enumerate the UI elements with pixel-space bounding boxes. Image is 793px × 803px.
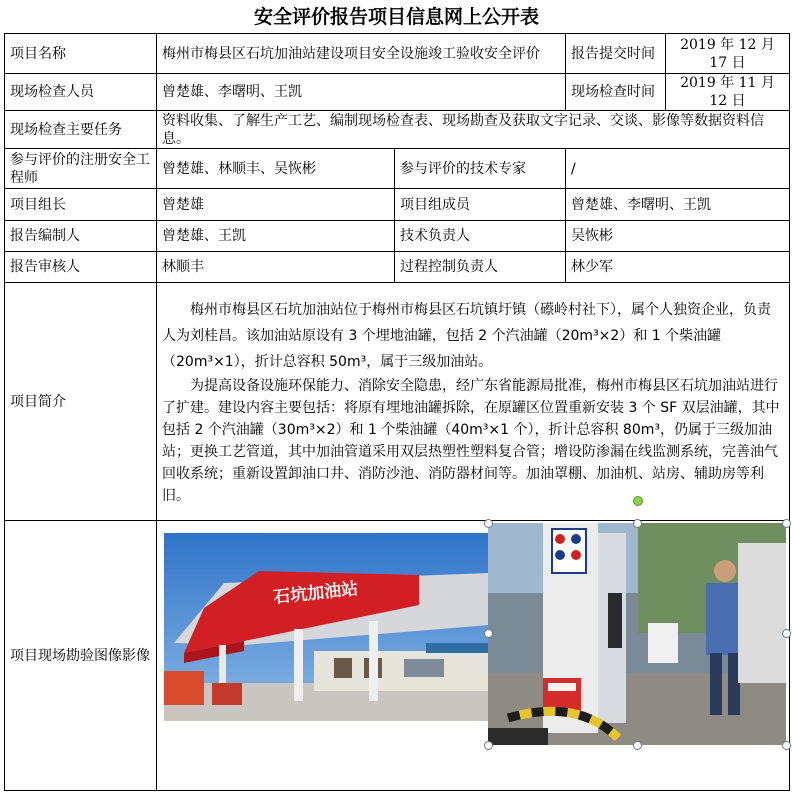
members-value: 曾楚雄、李曙明、王凯 [566,189,790,221]
resize-handle[interactable] [633,741,642,750]
reviewer-label: 报告审核人 [5,252,157,283]
table-row [5,521,790,791]
compiler-label: 报告编制人 [5,221,157,252]
process-ctrl-value: 林少军 [566,252,790,283]
rotate-handle[interactable] [633,496,643,506]
table-row [5,34,790,74]
intro-paragraph-1: 梅州市梅县区石坑加油站位于梅州市梅县区石坑镇圩镇（礤岭村社下），属个人独资企业，负责人为刘桂昌。该加油站原设有 3 个埋地油罐，包括 2 个汽油罐（20m³×2）和 1 个柴油罐（20m³×1），折计总容积 50m³，属于三级加油站。 [162,301,771,370]
info-table [4,33,790,791]
dispenser-photo-image [488,523,786,745]
station-photo[interactable] [164,533,489,721]
resize-handle[interactable] [633,519,642,528]
inspect-time-value: 2019 年 11 月 12 日 [666,74,790,111]
project-name-label: 项目名称 [5,34,157,74]
resize-handle[interactable] [484,519,493,528]
table-row [5,149,790,189]
table-row [5,221,790,252]
dispenser-photo[interactable] [488,523,786,745]
experts-label: 参与评价的技术专家 [395,149,566,189]
inspectors-value: 曾楚雄、李曙明、王凯 [157,74,566,111]
process-ctrl-label: 过程控制负责人 [395,252,566,283]
compiler-value: 曾楚雄、王凯 [157,221,395,252]
leader-label: 项目组长 [5,189,157,221]
station-photo-image [164,533,489,721]
intro-label: 项目简介 [5,283,157,521]
tasks-value: 资料收集、了解生产工艺、编制现场检查表、现场勘查及获取文字记录、交谈、影像等数据资料信息。 [157,111,790,149]
resize-handle[interactable] [782,629,791,638]
tasks-label: 现场检查主要任务 [5,111,157,149]
station-sign-text: 石坑加油站 [272,579,360,608]
page-title: 安全评价报告项目信息网上公开表 [253,6,539,28]
photos-cell [157,521,790,791]
resize-handle[interactable] [484,741,493,750]
photos-label: 项目现场勘验图像影像 [5,521,157,791]
project-name-value: 梅州市梅县区石坑加油站建设项目安全设施竣工验收安全评价 [157,34,566,74]
table-row [5,189,790,221]
submit-time-value: 2019 年 12 月 17 日 [666,34,790,74]
table-row [5,252,790,283]
tech-lead-value: 吴恢彬 [566,221,790,252]
intro-paragraph-2: 为提高设备设施环保能力、消除安全隐患，经广东省能源局批准，梅州市梅县区石坑加油站进行了扩建。建设内容主要包括：将原有埋地油罐拆除，在原罐区位置重新安装 3 个 SF 双层油罐，其中包括 2 个汽油罐（30m³×2）和 1 个柴油罐（40m³×1 个），折计总容积 80m³，仍属于三级加油站；更换工艺管道，其中加油管道采用双层热塑性塑料复合管；增设防渗漏在线监测系统，完善油气回收系统；重新设置卸油口井、消防沙池、消防器材间等。加油罩棚、加油机、站房、辅助房等利旧。 [162,377,780,504]
tech-lead-label: 技术负责人 [395,221,566,252]
reviewer-value: 林顺丰 [157,252,395,283]
engineers-label: 参与评价的注册安全工程师 [5,149,157,189]
intro-content [157,283,790,521]
leader-value: 曾楚雄 [157,189,395,221]
inspect-time-label: 现场检查时间 [566,74,666,111]
table-row [5,111,790,149]
resize-handle[interactable] [782,519,791,528]
table-row [5,74,790,111]
submit-time-label: 报告提交时间 [566,34,666,74]
engineers-value: 曾楚雄、林顺丰、吴恢彬 [157,149,395,189]
table-row [5,283,790,521]
inspectors-label: 现场检查人员 [5,74,157,111]
resize-handle[interactable] [484,629,493,638]
resize-handle[interactable] [782,741,791,750]
members-label: 项目组成员 [395,189,566,221]
experts-value: / [566,149,790,189]
